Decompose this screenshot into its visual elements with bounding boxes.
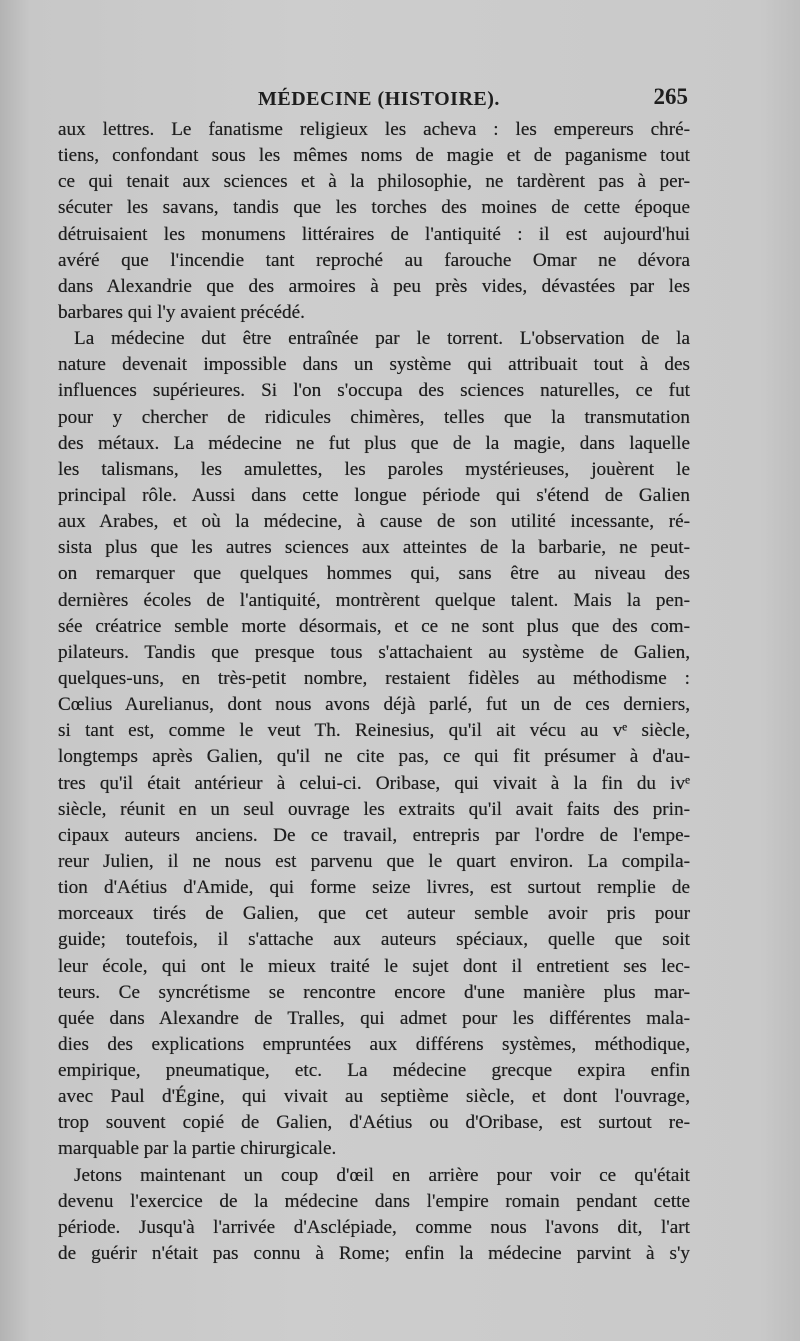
text-line: dies des explications empruntées aux différens systèmes, méthodique, bbox=[58, 1033, 690, 1055]
paragraph bbox=[58, 117, 690, 326]
text-line: empirique, pneumatique, etc. La médecine grecque expira enfin bbox=[58, 1060, 690, 1082]
text-line: teurs. Ce syncrétisme se rencontre encore d'une manière plus mar- bbox=[58, 981, 690, 1003]
text-line: aux Arabes, et où la médecine, à cause de son utilité incessante, ré- bbox=[58, 511, 690, 533]
text-line: des métaux. La médecine ne fut plus que de la magie, dans laquelle bbox=[58, 432, 690, 454]
text-line: leur école, qui ont le mieux traité le sujet dont il entretient ses lec- bbox=[58, 955, 690, 977]
text-line: sécuter les savans, tandis que les torches des moines de cette époque bbox=[58, 197, 690, 219]
text-line: on remarquer que quelques hommes qui, sans être au niveau des bbox=[58, 563, 690, 585]
text-line: cipaux auteurs anciens. De ce travail, entrepris par l'ordre de l'empe- bbox=[58, 824, 690, 846]
text-line: quelques-uns, en très-petit nombre, restaient fidèles au méthodisme : bbox=[58, 667, 690, 689]
text-line: de guérir n'était pas connu à Rome; enfin la médecine parvint à s'y bbox=[58, 1243, 690, 1265]
text-line: tres qu'il était antérieur à celui-ci. Oribase, qui vivait à la fin du ivᵉ bbox=[58, 772, 690, 794]
text-line: principal rôle. Aussi dans cette longue période qui s'étend de Galien bbox=[58, 484, 690, 506]
text-line: Jetons maintenant un coup d'œil en arrière pour voir ce qu'était bbox=[74, 1164, 690, 1186]
paragraph bbox=[58, 1163, 690, 1268]
text-line: trop souvent copié de Galien, d'Aétius ou d'Oribase, est surtout re- bbox=[58, 1112, 690, 1134]
text-line: avec Paul d'Égine, qui vivait au septième siècle, et dont l'ouvrage, bbox=[58, 1086, 690, 1108]
text-line: période. Jusqu'à l'arrivée d'Asclépiade, comme nous l'avons dit, l'art bbox=[58, 1216, 690, 1238]
text-line: si tant est, comme le veut Th. Reinesius, qu'il ait vécu au vᵉ siècle, bbox=[58, 720, 690, 742]
text-line: pilateurs. Tandis que presque tous s'attachaient au système de Galien, bbox=[58, 641, 690, 663]
paragraph bbox=[58, 326, 690, 1163]
text-line: longtemps après Galien, qu'il ne cite pas, ce qui fit présumer à d'au- bbox=[58, 746, 690, 768]
text-line: influences supérieures. Si l'on s'occupa des sciences naturelles, ce fut bbox=[58, 380, 690, 402]
text-line: dernières écoles de l'antiquité, montrèrent quelque talent. Mais la pen- bbox=[58, 589, 690, 611]
text-line: les talismans, les amulettes, les paroles mystérieuses, jouèrent le bbox=[58, 458, 690, 480]
text-line: tiens, confondant sous les mêmes noms de magie et de paganisme tout bbox=[58, 145, 690, 167]
page-number: 265 bbox=[653, 84, 688, 109]
text-line: détruisaient les monumens littéraires de l'antiquité : il est aujourd'hui bbox=[58, 223, 690, 245]
text-line: devenu l'exercice de la médecine dans l'empire romain pendant cette bbox=[58, 1190, 690, 1212]
text-line: nature devenait impossible dans un système qui attribuait tout à des bbox=[58, 354, 690, 376]
text-line: pour y chercher de ridicules chimères, telles que la transmutation bbox=[58, 406, 690, 428]
text-line: avéré que l'incendie tant reproché au farouche Omar ne dévora bbox=[58, 249, 690, 271]
text-line: dans Alexandrie que des armoires à peu près vides, dévastées par les bbox=[58, 275, 690, 297]
text-line: La médecine dut être entraînée par le torrent. L'observation de la bbox=[74, 328, 690, 350]
text-line: ce qui tenait aux sciences et à la philosophie, ne tardèrent pas à per- bbox=[58, 171, 690, 193]
text-line: sista plus que les autres sciences aux atteintes de la barbarie, ne peut- bbox=[58, 537, 690, 559]
text-line: aux lettres. Le fanatisme religieux les acheva : les empereurs chré- bbox=[58, 119, 690, 140]
text-line: siècle, réunit en un seul ouvrage les extraits qu'il avait faits des prin- bbox=[58, 798, 690, 820]
section-title: MÉDECINE (HISTOIRE). bbox=[258, 88, 500, 110]
text-line: marquable par la partie chirurgicale. bbox=[58, 1138, 337, 1160]
text-line: morceaux tirés de Galien, que cet auteur semble avoir pris pour bbox=[58, 903, 690, 925]
running-head bbox=[60, 86, 692, 116]
text-line: guide; toutefois, il s'attache aux auteurs spéciaux, quelle que soit bbox=[58, 929, 690, 951]
text-line: Cœlius Aurelianus, dont nous avons déjà parlé, fut un de ces derniers, bbox=[58, 694, 690, 716]
text-line: reur Julien, il ne nous est parvenu que le quart environ. La compila- bbox=[58, 850, 690, 872]
text-line: tion d'Aétius d'Amide, qui forme seize livres, est surtout remplie de bbox=[58, 877, 690, 899]
text-line: sée créatrice semble morte désormais, et ce ne sont plus que des com- bbox=[58, 615, 690, 637]
text-line: barbares qui l'y avaient précédé. bbox=[58, 301, 305, 323]
body-text bbox=[58, 117, 690, 1267]
text-line: quée dans Alexandre de Tralles, qui admet pour les différentes mala- bbox=[58, 1007, 690, 1029]
